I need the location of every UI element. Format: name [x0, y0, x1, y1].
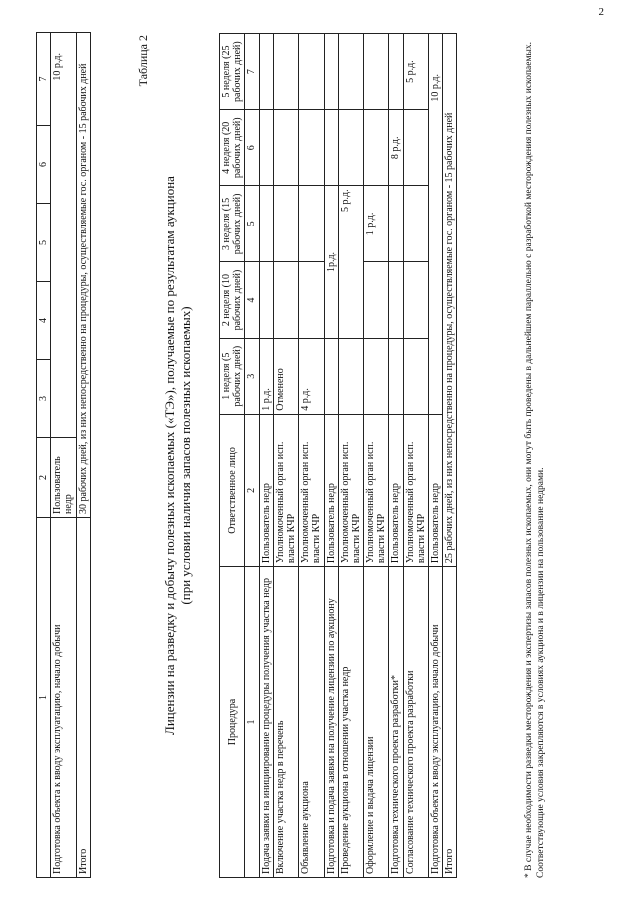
col-number: 3: [37, 360, 51, 438]
col-number: 2: [37, 438, 51, 518]
col-number: 7: [245, 34, 259, 110]
col-number: 2: [245, 414, 259, 566]
duration-cell: Отменено: [273, 338, 298, 414]
empty-cell: [324, 110, 338, 186]
responsible-cell: Уполномоченный орган исп. власти КЧР: [364, 414, 389, 566]
responsible-cell: Уполномоченный орган исп. власти КЧР: [403, 414, 428, 566]
table-row: [403, 34, 428, 878]
table-row: [259, 34, 273, 878]
duration-cell: 4 р.д.: [299, 338, 324, 414]
procedure-cell: Подготовка и подача заявки на получение лицензии по аукциону: [324, 567, 338, 878]
column-number-row: [245, 34, 259, 878]
duration-cell: 5 р.д.: [403, 34, 428, 110]
total-text: 30 рабочих дней, из них непосредственно на процедуры, осуществляемые гос. органом - 15 рабочих дней: [76, 33, 90, 518]
empty-cell: [338, 34, 363, 110]
continued-table: [36, 32, 91, 878]
col-number: 6: [37, 126, 51, 204]
procedure-cell: Оформление и выдача лицензии: [364, 567, 389, 878]
empty-cell: [389, 262, 403, 338]
col-number: 6: [245, 110, 259, 186]
responsible-cell: Пользователь недр: [51, 438, 76, 518]
table-row: [273, 34, 298, 878]
empty-cell: [364, 262, 389, 338]
header-responsible: Ответственное лицо: [220, 414, 245, 566]
table-row-total: [443, 34, 457, 878]
empty-cell: [389, 34, 403, 110]
empty-cell: [364, 110, 389, 186]
page-number: 2: [598, 6, 604, 18]
empty-cell: [273, 110, 298, 186]
empty-cell: [273, 186, 298, 262]
empty-cell: [259, 110, 273, 186]
empty-cell: [299, 262, 324, 338]
procedure-cell: Подготовка объекта к вводу эксплуатацию, начало добычи: [429, 567, 443, 878]
empty-cell: [299, 110, 324, 186]
col-number: 7: [37, 33, 51, 126]
empty-cell: [273, 34, 298, 110]
responsible-cell: Пользователь недр: [429, 414, 443, 566]
empty-cell: [364, 34, 389, 110]
header-procedure: Процедура: [220, 567, 245, 878]
empty-cell: [259, 186, 273, 262]
empty-cell: [273, 262, 298, 338]
col-number: 4: [37, 282, 51, 360]
header-week-1: 1 неделя (5 рабочих дней): [220, 338, 245, 414]
rotated-landscape-sheet: [36, 33, 576, 878]
procedure-cell: Проведение аукциона в отношении участка недр: [338, 567, 363, 878]
responsible-cell: Уполномоченный орган исп. власти КЧР: [273, 414, 298, 566]
empty-cell: [403, 262, 428, 338]
col-number: 1: [245, 567, 259, 878]
table-row: [324, 34, 338, 878]
table-row-total: [76, 33, 90, 878]
title-line-1: Лицензии на разведку и добычу полезных ископаемых («ТЭ»), получаемые по результатам аукциона: [162, 176, 177, 735]
procedure-cell: Подготовка объекта к вводу эксплуатацию, начало добычи: [51, 518, 76, 878]
empty-cell: [389, 338, 403, 414]
table-title: [162, 33, 195, 878]
empty-cell: [324, 338, 338, 414]
empty-cell: [389, 186, 403, 262]
empty-cell: [403, 110, 428, 186]
header-week-3: 3 неделя (15 рабочих дней): [220, 186, 245, 262]
table-row: [299, 34, 324, 878]
empty-cell: [403, 186, 428, 262]
duration-cell: 10 р.д.: [51, 33, 76, 438]
duration-cell: 1 р.д.: [364, 186, 389, 262]
duration-cell: 5 р.д.: [338, 186, 363, 338]
procedure-cell: Объявление аукциона: [299, 567, 324, 878]
duration-cell: 8 р.д.: [389, 110, 403, 186]
procedure-cell: Включение участка недр в перечень: [273, 567, 298, 878]
column-number-row: [37, 33, 51, 878]
total-text: 25 рабочих дней, из них непосредственно на процедуры, осуществляемые гос. органом - 15 рабочих дней: [443, 34, 457, 567]
empty-cell: [364, 338, 389, 414]
total-label: Итого: [443, 567, 457, 878]
procedure-cell: Подготовка технического проекта разработки*: [389, 567, 403, 878]
duration-cell: 1 р.д.: [259, 338, 273, 414]
col-number: 4: [245, 262, 259, 338]
header-week-5: 5 неделя (25 рабочих дней): [220, 34, 245, 110]
footnote: * В случае необходимости разведки месторождения и экспертизы запасов полезных ископаемых, они могут быть проведены в дальнейшем параллельно с разработкой месторождения полезных ископаемых. Соответствующие условия закрепляются в условиях аукциона и в лицензии на пользование недрами.: [524, 42, 546, 878]
col-number: 3: [245, 338, 259, 414]
responsible-cell: Уполномоченный орган исп. власти КЧР: [338, 414, 363, 566]
table-row: [364, 34, 389, 878]
table-row: [389, 34, 403, 878]
header-week-4: 4 неделя (20 рабочих дней): [220, 110, 245, 186]
empty-cell: [299, 34, 324, 110]
main-table: [219, 33, 457, 878]
col-number: 5: [245, 186, 259, 262]
col-number: 5: [37, 204, 51, 282]
empty-cell: [259, 262, 273, 338]
responsible-cell: Уполномоченный орган исп. власти КЧР: [299, 414, 324, 566]
empty-cell: [338, 110, 363, 186]
duration-cell: 1р.д.: [324, 186, 338, 338]
empty-cell: [299, 186, 324, 262]
header-week-2: 2 неделя (10 рабочих дней): [220, 262, 245, 338]
table-caption: Таблица 2: [136, 35, 150, 87]
header-row: [220, 34, 245, 878]
empty-cell: [338, 338, 363, 414]
table-row: [338, 34, 363, 878]
empty-cell: [259, 34, 273, 110]
procedure-cell: Подача заявки на инициирование процедуры получения участка недр: [259, 567, 273, 878]
title-line-2: (при условии наличия запасов полезных ископаемых): [178, 306, 194, 605]
responsible-cell: Пользователь недр: [259, 414, 273, 566]
responsible-cell: Пользователь недр: [389, 414, 403, 566]
empty-cell: [403, 338, 428, 414]
responsible-cell: Пользователь недр: [324, 414, 338, 566]
col-number: 1: [37, 518, 51, 878]
table-row: [51, 33, 76, 878]
total-label: Итого: [76, 518, 90, 878]
duration-cell: 10 р.д.: [429, 34, 443, 415]
procedure-cell: Согласование технического проекта разработки: [403, 567, 428, 878]
empty-cell: [324, 34, 338, 110]
table-row: [429, 34, 443, 878]
